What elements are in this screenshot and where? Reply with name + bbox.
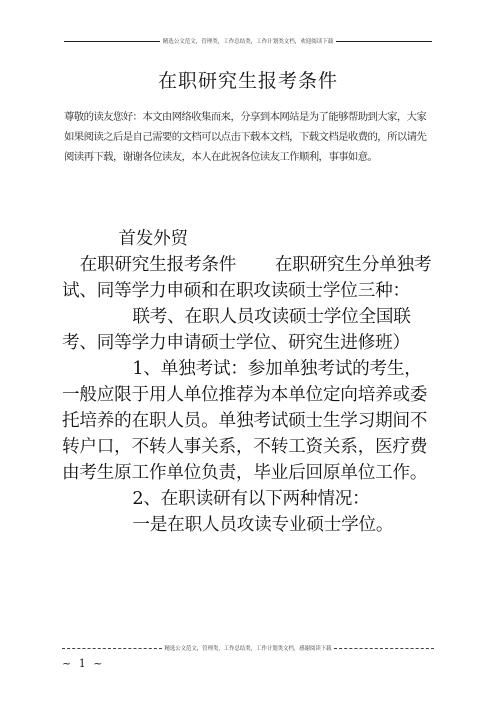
paragraph-intro-heading: 在职研究生报考条件 [79, 255, 237, 275]
document-title: 在职研究生报考条件 [157, 70, 338, 92]
document-body [62, 226, 438, 538]
paragraph-single-exam: 1、单独考试：参加单独考试的考生，一般应限于用人单位推荐为本单位定向培养或委托培养的在职人员。单独考试硕士生学习期间不转户口，不转人事关系，不转工资关系，医疗费由考生原工作单位负责，毕业后回原单位工作。 [62, 359, 428, 483]
paragraph-intro [62, 252, 438, 304]
paragraph-source: 首发外贸 [118, 229, 188, 249]
paragraph-intro-text: 在职研究生分单独考试、同等学力申硕和在职攻读硕士学位三种： [62, 255, 432, 301]
header-text: 精选公文范文，管理类，工作总结类，工作计划类文档，欢迎阅读下载 [162, 39, 334, 45]
footer-text: 精选公文范文，管理类，工作总结类，工作计划类文档，感谢阅读下载 [164, 646, 332, 652]
page-footer [62, 643, 434, 653]
footer-rule-right [334, 648, 434, 649]
footer-rule-left [62, 648, 162, 649]
paragraph-two-cases: 2、在职读研有以下两种情况： [132, 489, 370, 509]
paragraph-case-one: 一是在职人员攻读专业硕士学位。 [132, 515, 394, 535]
header-rule-left [64, 41, 160, 42]
page-number: ~ 1 ~ [62, 657, 105, 670]
page-header [64, 34, 432, 48]
reader-notice: 尊敬的读友您好：本文由网络收集而来，分享到本网站是为了能够帮助到大家，大家如果阅读之后是自己需要的文档可以点击下载本文档，下载文档是收费的，所以请先阅读再下载，谢谢各位读友，本人在此祝各位读友工作顺利，事事如意。 [64, 111, 427, 163]
paragraph-exam-types: 联考、在职人员攻读硕士学位全国联考、同等学力申请硕士学位、研究生进修班） [62, 307, 411, 353]
header-rule-right [336, 41, 432, 42]
